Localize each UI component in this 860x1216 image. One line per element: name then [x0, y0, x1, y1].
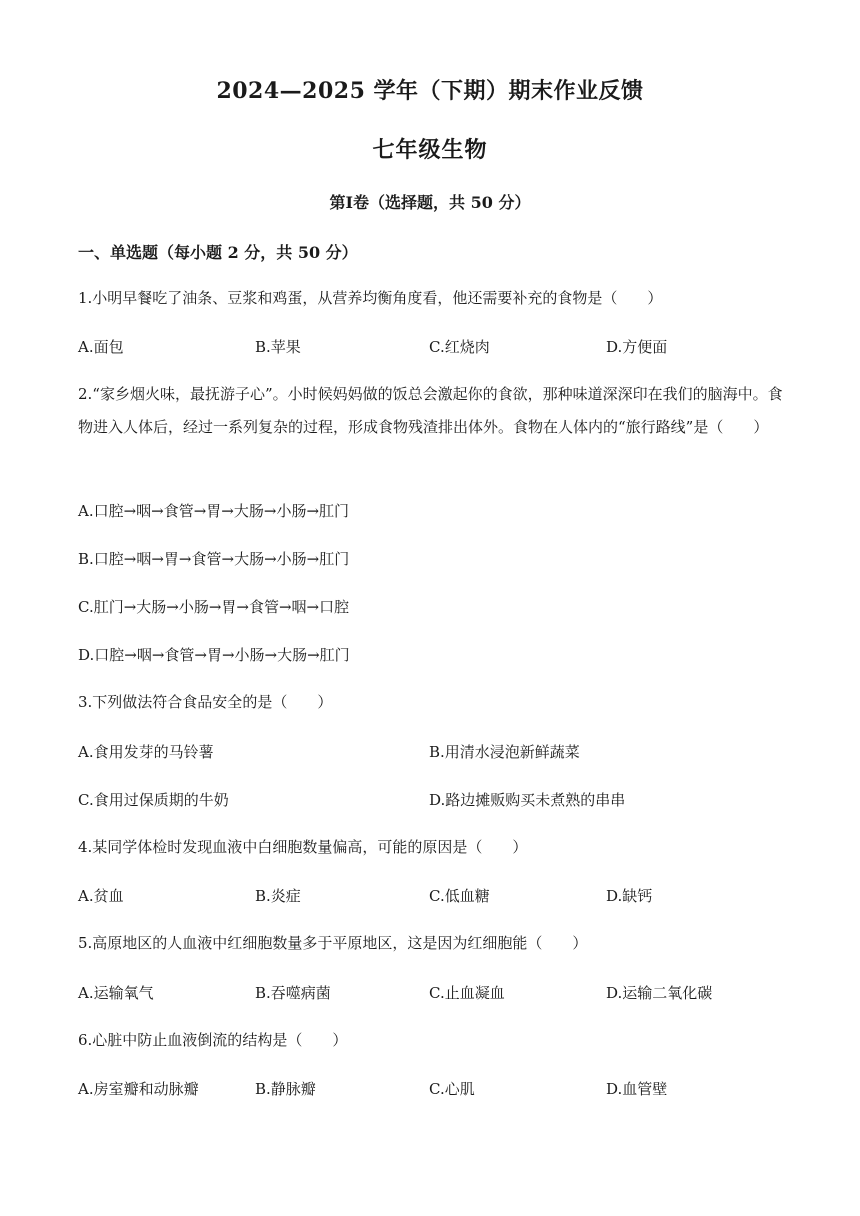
question-2-option-c: C.肛门→大肠→小肠→胃→食管→咽→口腔	[78, 598, 350, 616]
question-3-option-b: B.用清水浸泡新鲜蔬菜	[429, 743, 580, 761]
question-1-options	[78, 336, 784, 360]
question-6-stem: 6.心脏中防止血液倒流的结构是（ ）	[78, 1031, 348, 1049]
question-3-option-c: C.食用过保质期的牛奶	[78, 791, 229, 809]
question-4-option-a: A.贫血	[78, 887, 124, 905]
question-6-option-b: B.静脉瓣	[255, 1080, 316, 1098]
question-1-option-d: D.方便面	[606, 338, 668, 356]
question-6-option-d: D.血管壁	[606, 1080, 668, 1098]
exam-subject: 七年级生物	[372, 137, 488, 163]
question-2-option-d: D.口腔→咽→食管→胃→小肠→大肠→肛门	[78, 646, 350, 664]
question-1-option-a: A.面包	[78, 338, 124, 356]
exam-title: 2024—2025 学年（下期）期末作业反馈	[216, 78, 644, 104]
question-5-stem: 5.高原地区的人血液中红细胞数量多于平原地区，这是因为红细胞能（ ）	[78, 934, 588, 952]
question-6-option-a: A.房室瓣和动脉瓣	[78, 1080, 199, 1098]
question-2-option-c-row	[78, 596, 784, 620]
question-2-stem: 2.“家乡烟火味，最抚游子心”。小时候妈妈做的饭总会激起你的食欲，那种味道深深印在我们的脑海中。食物进入人体后，经过一系列复杂的过程，形成食物残渣排出体外。食物在人体内的“旅行路线”是（ ）	[78, 385, 783, 436]
question-2-option-b-row	[78, 548, 784, 572]
question-3-options-row-2	[78, 789, 784, 813]
exam-volume-heading: 第Ⅰ卷（选择题，共 50 分）	[329, 193, 531, 212]
question-4-options	[78, 885, 784, 909]
question-2-option-a-row	[78, 500, 784, 524]
question-5-options	[78, 982, 784, 1006]
question-4-option-d: D.缺钙	[606, 887, 653, 905]
question-5-option-b: B.吞噬病菌	[255, 984, 331, 1002]
question-1-option-b: B.苹果	[255, 338, 301, 356]
question-4-stem: 4.某同学体检时发现血液中白细胞数量偏高，可能的原因是（ ）	[78, 838, 528, 856]
question-2-option-d-row	[78, 644, 784, 668]
question-1-stem: 1.小明早餐吃了油条、豆浆和鸡蛋，从营养均衡角度看，他还需要补充的食物是（ ）	[78, 289, 663, 307]
section-heading: 一、单选题（每小题 2 分，共 50 分）	[78, 243, 358, 262]
question-4-option-b: B.炎症	[255, 887, 301, 905]
question-4-option-c: C.低血糖	[429, 887, 490, 905]
question-3-stem: 3.下列做法符合食品安全的是（ ）	[78, 693, 333, 711]
question-5-option-d: D.运输二氧化碳	[606, 984, 713, 1002]
question-5-option-c: C.止血凝血	[429, 984, 505, 1002]
question-3-option-a: A.食用发芽的马铃薯	[78, 743, 214, 761]
question-3-options-row-1	[78, 741, 784, 765]
question-2-option-a: A.口腔→咽→食管→胃→大肠→小肠→肛门	[78, 502, 350, 520]
question-2-option-b: B.口腔→咽→胃→食管→大肠→小肠→肛门	[78, 550, 350, 568]
question-5-option-a: A.运输氧气	[78, 984, 154, 1002]
question-6-option-c: C.心肌	[429, 1080, 475, 1098]
question-6-options	[78, 1078, 784, 1102]
question-3-option-d: D.路边摊贩购买未煮熟的串串	[429, 791, 626, 809]
question-1-option-c: C.红烧肉	[429, 338, 490, 356]
